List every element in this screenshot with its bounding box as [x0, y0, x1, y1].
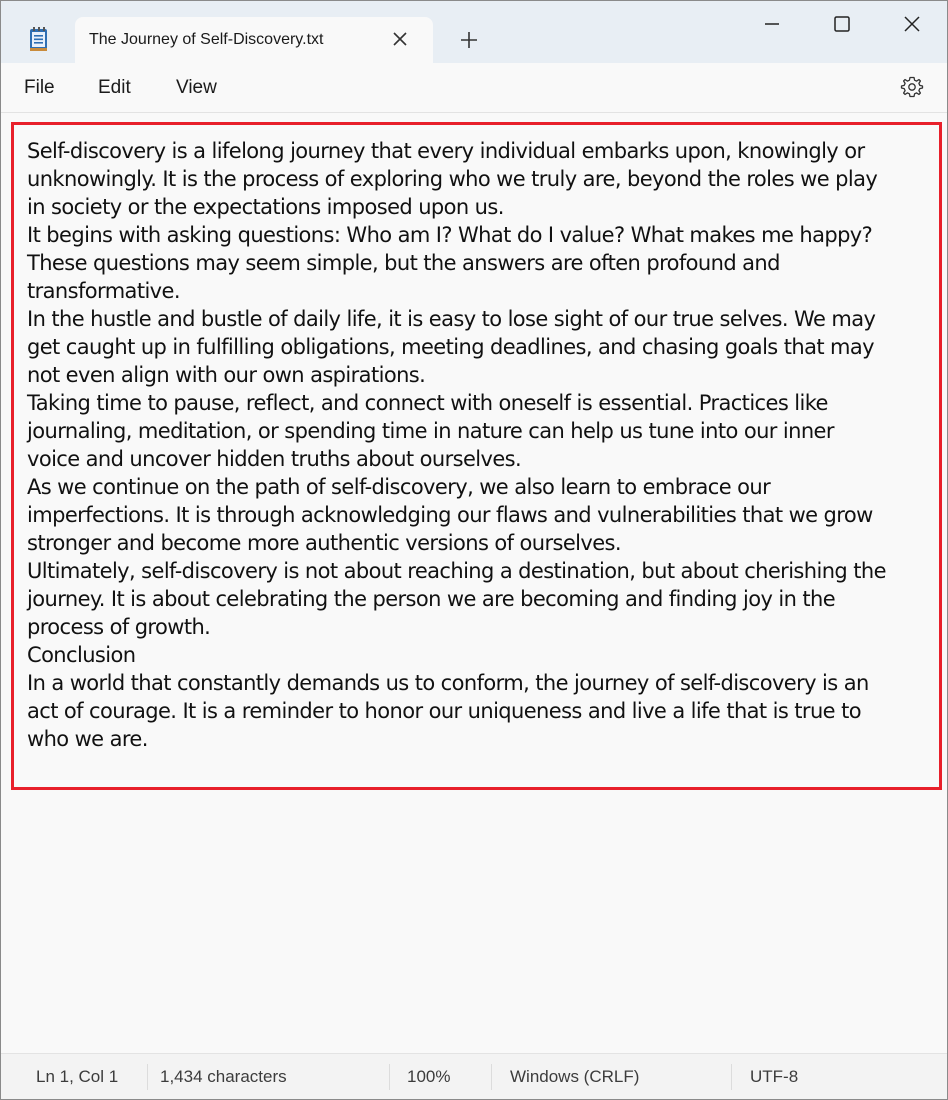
title-bar[interactable] [1, 1, 947, 63]
gear-icon[interactable] [900, 75, 924, 99]
menu-file[interactable]: File [24, 77, 55, 98]
status-cursor-position[interactable]: Ln 1, Col 1 [36, 1067, 119, 1086]
text-line: get caught up in fulfilling obligations, meeting deadlines, and chasing goals that may [27, 335, 875, 359]
text-line: who we are. [27, 727, 148, 751]
status-character-count: 1,434 characters [160, 1067, 287, 1086]
text-line: Taking time to pause, reflect, and connect with oneself is essential. Practices like [27, 391, 828, 415]
status-bar [1, 1053, 947, 1099]
menu-bar [1, 63, 947, 113]
status-line-ending[interactable]: Windows (CRLF) [510, 1067, 640, 1086]
minimize-icon[interactable] [759, 11, 785, 37]
text-line: These questions may seem simple, but the answers are often profound and [27, 251, 780, 275]
text-line: act of courage. It is a reminder to honor our uniqueness and live a life that is true to [27, 699, 861, 723]
menu-view[interactable]: View [176, 77, 217, 98]
menu-edit[interactable]: Edit [98, 77, 131, 98]
status-zoom[interactable]: 100% [407, 1067, 451, 1086]
status-encoding[interactable]: UTF-8 [750, 1067, 799, 1086]
text-line: As we continue on the path of self-discovery, we also learn to embrace our [27, 475, 771, 499]
text-editor[interactable] [1, 113, 947, 1053]
status-divider [731, 1064, 732, 1090]
text-line: stronger and become more authentic versions of ourselves. [27, 531, 621, 555]
text-line: voice and uncover hidden truths about ourselves. [27, 447, 522, 471]
tab-document[interactable] [75, 17, 433, 64]
plus-icon[interactable] [459, 30, 479, 50]
text-line: Ultimately, self-discovery is not about reaching a destination, but about cherishing the [27, 559, 886, 583]
text-line: Conclusion [27, 643, 136, 667]
status-divider [491, 1064, 492, 1090]
text-line: In the hustle and bustle of daily life, it is easy to lose sight of our true selves. We may [27, 307, 876, 331]
text-line: imperfections. It is through acknowledging our flaws and vulnerabilities that we grow [27, 503, 873, 527]
text-line: Self-discovery is a lifelong journey that every individual embarks upon, knowingly or [27, 139, 865, 163]
text-line: transformative. [27, 279, 180, 303]
text-line: unknowingly. It is the process of exploring who we truly are, beyond the roles we play [27, 167, 878, 191]
text-line: It begins with asking questions: Who am I? What do I value? What makes me happy? [27, 223, 873, 247]
text-line: journaling, meditation, or spending time in nature can help us tune into our inner [27, 419, 834, 443]
tab-title: The Journey of Self-Discovery.txt [89, 31, 324, 48]
status-divider [147, 1064, 148, 1090]
close-icon[interactable] [391, 30, 409, 48]
close-icon[interactable] [899, 11, 925, 37]
text-line: In a world that constantly demands us to conform, the journey of self-discovery is an [27, 671, 869, 695]
notepad-icon [29, 26, 49, 52]
text-line: process of growth. [27, 615, 211, 639]
text-line: in society or the expectations imposed upon us. [27, 195, 504, 219]
text-line: not even align with our own aspirations. [27, 363, 426, 387]
document-text[interactable] [27, 137, 945, 753]
text-line: journey. It is about celebrating the person we are becoming and finding joy in the [27, 587, 836, 611]
status-divider [389, 1064, 390, 1090]
maximize-icon[interactable] [829, 11, 855, 37]
